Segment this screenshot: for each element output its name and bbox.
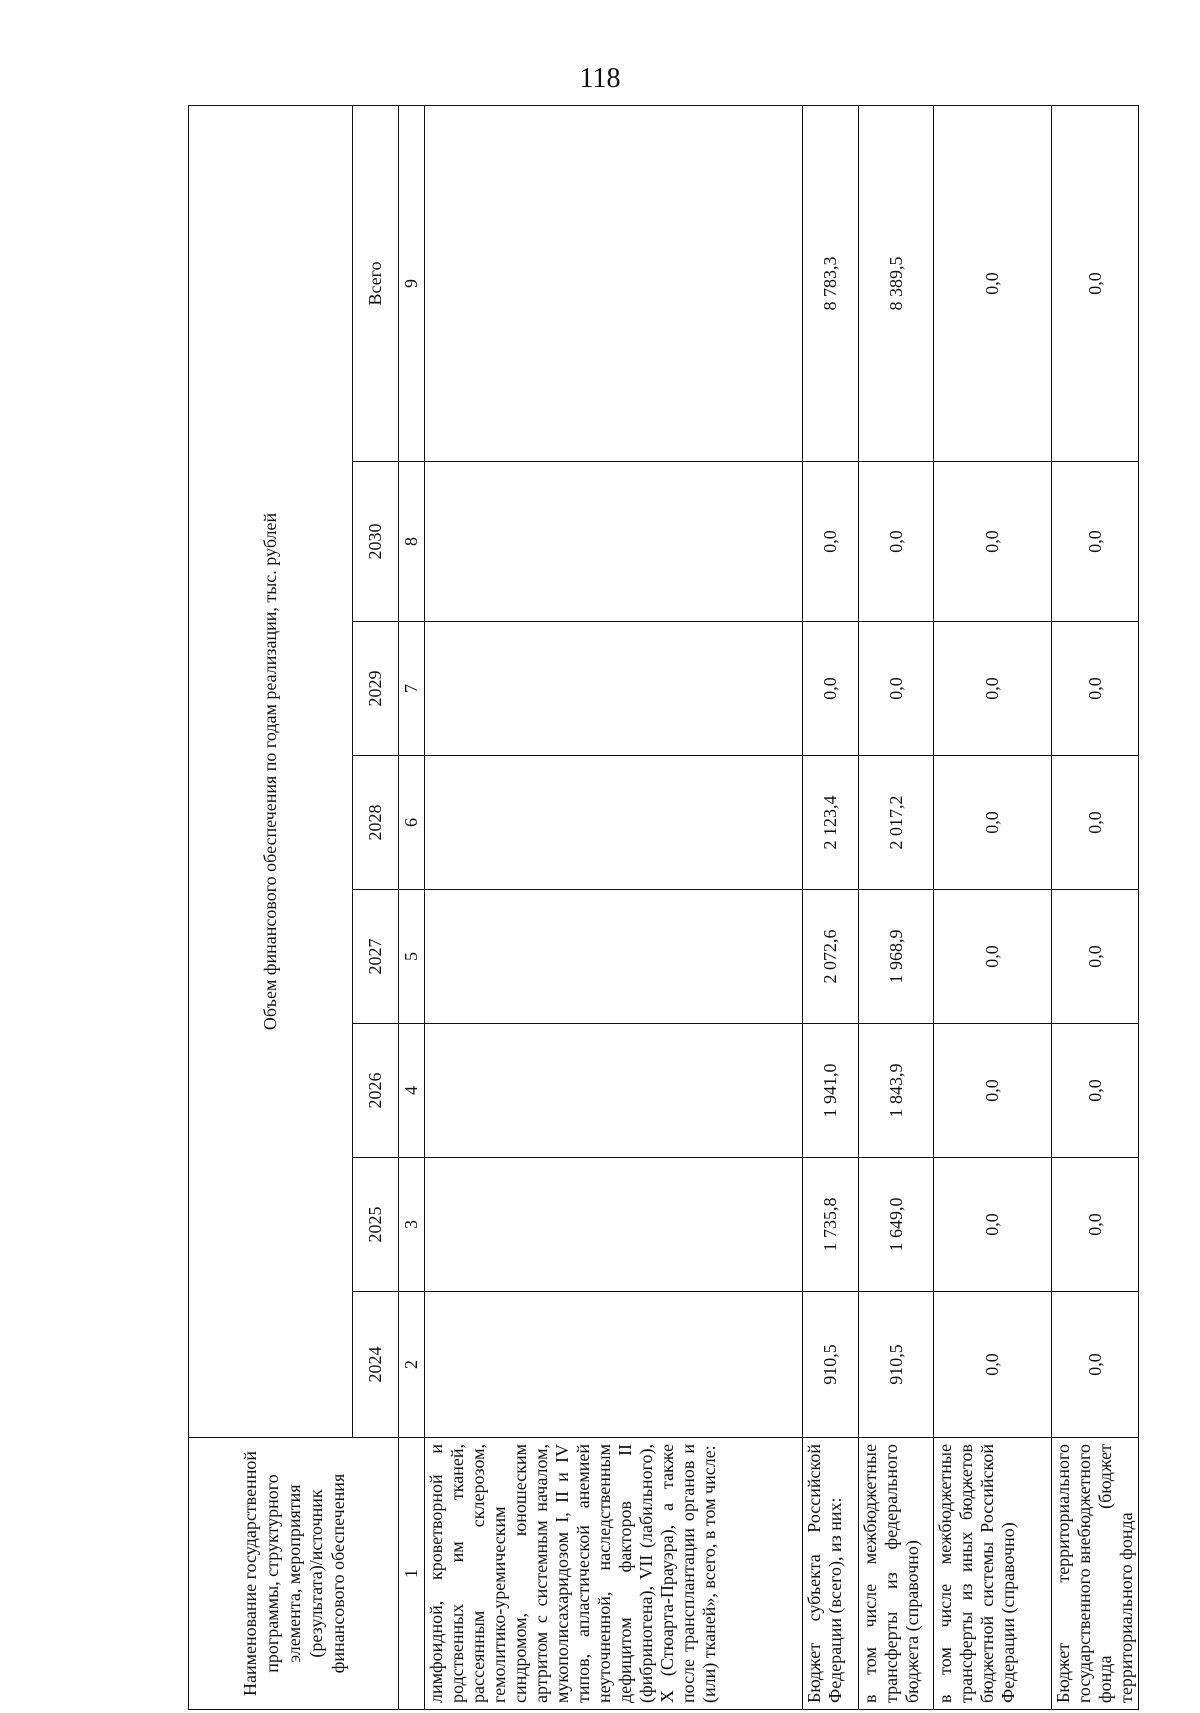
page-number: 118 [579, 63, 621, 94]
rotated-table-container [188, 106, 1136, 1710]
financing-table [188, 105, 1139, 1710]
header-year: 2024 [353, 1292, 399, 1438]
row-value [425, 1158, 803, 1292]
row-value: 0,0 [803, 462, 859, 622]
header-year: 2029 [353, 622, 399, 756]
row-value: 0,0 [859, 622, 934, 756]
row-value: 0,0 [1052, 1024, 1139, 1158]
row-value: 8 783,3 [803, 105, 859, 461]
row-value: 0,0 [934, 462, 1052, 622]
column-index: 3 [399, 1158, 425, 1292]
table-row [425, 105, 803, 1709]
header-name-column: Наименование государственной программы, структурного элемента, мероприятия (результата)/источник финансового обеспечения [189, 1438, 399, 1710]
row-value: 1 843,9 [859, 1024, 934, 1158]
row-value [425, 890, 803, 1024]
row-value: 0,0 [934, 756, 1052, 890]
row-value [425, 1292, 803, 1438]
row-value: 0,0 [803, 622, 859, 756]
row-value [425, 622, 803, 756]
table-row [1052, 105, 1139, 1709]
row-value: 0,0 [934, 890, 1052, 1024]
row-value: 0,0 [934, 1292, 1052, 1438]
header-row [189, 105, 353, 1709]
header-year: 2025 [353, 1158, 399, 1292]
header-year: 2028 [353, 756, 399, 890]
row-value: 0,0 [934, 1158, 1052, 1292]
row-value: 2 017,2 [859, 756, 934, 890]
row-value: 0,0 [1052, 462, 1139, 622]
header-year: 2027 [353, 890, 399, 1024]
row-value: 1 941,0 [803, 1024, 859, 1158]
header-year: 2026 [353, 1024, 399, 1158]
row-value: 0,0 [1052, 622, 1139, 756]
row-value: 0,0 [1052, 890, 1139, 1024]
column-index: 6 [399, 756, 425, 890]
row-name: Бюджет субъекта Российской Федерации (всего), из них: [803, 1438, 859, 1710]
row-name: в том числе межбюджетные трансферты из федерального бюджета (справочно) [859, 1438, 934, 1710]
row-value: 0,0 [1052, 105, 1139, 461]
row-name: лимфоидной, кроветворной и родственных им тканей, рассеянным склерозом, гемолитико-уремическим синдромом, юношеским артритом с системным началом, мукополисахаридозом I, II и IV типов, апластической анемией неуточненной, наследственным дефицитом факторов II (фибриногена), VII (лабильного), X (Стюарта-Прауэра), а также после трансплантации органов и (или) тканей», всего, в том числе: [425, 1438, 803, 1710]
header-year: 2030 [353, 462, 399, 622]
table-row [803, 105, 859, 1709]
row-value: 910,5 [859, 1292, 934, 1438]
row-value: 2 123,4 [803, 756, 859, 890]
row-value: 0,0 [934, 1024, 1052, 1158]
column-index-row [399, 105, 425, 1709]
row-value: 2 072,6 [803, 890, 859, 1024]
row-value: 0,0 [934, 622, 1052, 756]
row-value [425, 105, 803, 461]
row-value: 0,0 [1052, 756, 1139, 890]
row-value: 1 735,8 [803, 1158, 859, 1292]
row-value: 1 649,0 [859, 1158, 934, 1292]
table-row [934, 105, 1052, 1709]
table-row [859, 105, 934, 1709]
row-value [425, 1024, 803, 1158]
column-index: 9 [399, 105, 425, 461]
column-index: 5 [399, 890, 425, 1024]
header-financing-volume: Объем финансового обеспечения по годам реализации, тыс. рублей [189, 105, 353, 1437]
row-value: 0,0 [1052, 1158, 1139, 1292]
row-value: 910,5 [803, 1292, 859, 1438]
row-value: 8 389,5 [859, 105, 934, 461]
row-value: 0,0 [859, 462, 934, 622]
row-name: в том числе межбюджетные трансферты из иных бюджетов бюджетной системы Российской Федерации (справочно) [934, 1438, 1052, 1710]
row-value: 0,0 [934, 105, 1052, 461]
row-value [425, 462, 803, 622]
column-index: 4 [399, 1024, 425, 1158]
row-name: Бюджет территориального государственного внебюджетного фонда (бюджет территориального фонда [1052, 1438, 1139, 1710]
header-total: Всего [353, 105, 399, 461]
row-value: 0,0 [1052, 1292, 1139, 1438]
column-index: 2 [399, 1292, 425, 1438]
row-value: 1 968,9 [859, 890, 934, 1024]
column-index: 8 [399, 462, 425, 622]
column-index: 7 [399, 622, 425, 756]
column-index: 1 [399, 1438, 425, 1710]
row-value [425, 756, 803, 890]
